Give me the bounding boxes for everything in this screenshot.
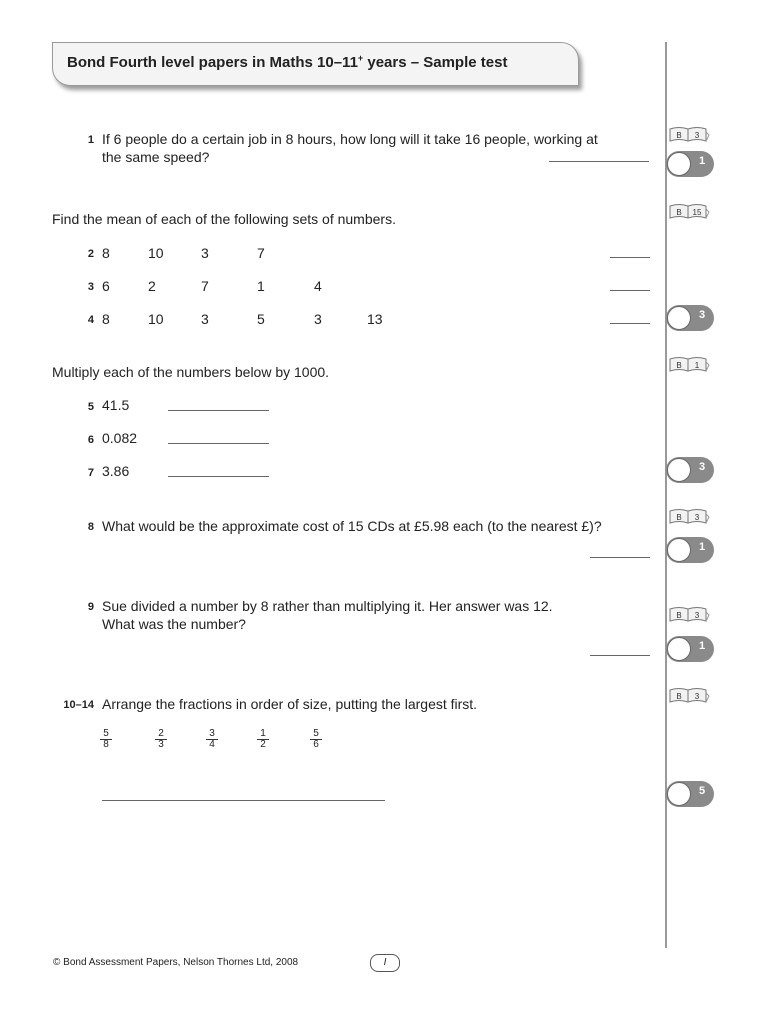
number-value: 4: [314, 278, 322, 294]
score-box[interactable]: 1: [666, 636, 714, 662]
number-value: 10: [148, 245, 164, 261]
answer-line[interactable]: [610, 323, 650, 324]
number-value: 3: [314, 311, 322, 327]
instruction-text: Multiply each of the numbers below by 1000.: [52, 364, 330, 380]
margin-divider: [665, 42, 667, 948]
svg-text:B: B: [676, 131, 682, 140]
svg-text:3: 3: [694, 692, 700, 701]
question-text: Arrange the fractions in order of size, putting the largest first.: [102, 696, 478, 712]
svg-text:B: B: [676, 513, 682, 522]
number-value: 7: [201, 278, 209, 294]
number-value: 0.082: [102, 430, 138, 446]
book-reference-icon: [668, 356, 710, 374]
question-number: 2: [87, 248, 94, 260]
svg-text:B: B: [676, 692, 682, 701]
number-value: 3: [201, 245, 209, 261]
score-box[interactable]: 5: [666, 781, 714, 807]
fraction: $\frac{3}{4}$: [206, 729, 218, 750]
book-reference-icon: [668, 508, 710, 526]
book-reference-icon: [668, 606, 710, 624]
number-value: 41.5: [102, 397, 130, 413]
svg-text:3: 3: [694, 131, 700, 140]
question-number: 6: [87, 434, 94, 446]
question-number: 3: [87, 281, 94, 293]
number-value: 5: [257, 311, 265, 327]
number-value: 7: [257, 245, 265, 261]
page-number: I: [370, 954, 400, 972]
fraction: $\frac{2}{3}$: [155, 729, 167, 750]
book-reference-icon: [668, 203, 710, 221]
question-number: 8: [87, 521, 94, 533]
number-value: 3.86: [102, 463, 130, 479]
number-value: 6: [102, 278, 110, 294]
number-value: 2: [148, 278, 156, 294]
copyright-text: © Bond Assessment Papers, Nelson Thornes Ltd, 2008: [53, 957, 299, 968]
question-number: 4: [87, 314, 94, 326]
question-text: If 6 people do a certain job in 8 hours, how long will it take 16 people, working at the same speed?: [102, 131, 598, 165]
question-number: 10–14: [63, 699, 94, 711]
answer-line[interactable]: [549, 161, 649, 162]
question-number: 5: [87, 401, 94, 413]
svg-text:1: 1: [694, 361, 700, 370]
number-value: 8: [102, 245, 110, 261]
number-value: 13: [367, 311, 383, 327]
question-text: What would be the approximate cost of 15 CDs at £5.98 each (to the nearest £)?: [102, 518, 602, 534]
answer-line[interactable]: [168, 443, 269, 444]
fraction: $\frac{5}{8}$: [100, 729, 112, 750]
svg-text:15: 15: [692, 208, 702, 217]
page-title: Bond Fourth level papers in Maths 10–11+ years – Sample test: [67, 53, 508, 71]
question-number: 7: [87, 467, 94, 479]
instruction-text: Find the mean of each of the following sets of numbers.: [52, 211, 396, 227]
answer-line[interactable]: [590, 655, 650, 656]
svg-text:B: B: [676, 611, 682, 620]
score-box[interactable]: 3: [666, 305, 714, 331]
number-value: 1: [257, 278, 265, 294]
number-value: 10: [148, 311, 164, 327]
svg-text:3: 3: [694, 513, 700, 522]
answer-line[interactable]: [610, 290, 650, 291]
title-banner: [52, 42, 579, 86]
svg-text:B: B: [676, 208, 682, 217]
answer-line[interactable]: [168, 476, 269, 477]
book-reference-icon: [668, 687, 710, 705]
question-text: Sue divided a number by 8 rather than multiplying it. Her answer was 12. What was the number?: [102, 598, 553, 632]
book-reference-icon: [668, 126, 710, 144]
fraction: $\frac{5}{6}$: [310, 729, 322, 750]
number-value: 3: [201, 311, 209, 327]
question-number: 9: [87, 601, 94, 613]
svg-text:3: 3: [694, 611, 700, 620]
score-box[interactable]: 1: [666, 151, 714, 177]
number-value: 8: [102, 311, 110, 327]
svg-text:B: B: [676, 361, 682, 370]
score-box[interactable]: 3: [666, 457, 714, 483]
fraction: $\frac{1}{2}$: [257, 729, 269, 750]
answer-line[interactable]: [610, 257, 650, 258]
score-box[interactable]: 1: [666, 537, 714, 563]
answer-line[interactable]: [168, 410, 269, 411]
answer-line[interactable]: [590, 557, 650, 558]
question-number: 1: [87, 134, 94, 146]
answer-line[interactable]: [102, 800, 385, 801]
